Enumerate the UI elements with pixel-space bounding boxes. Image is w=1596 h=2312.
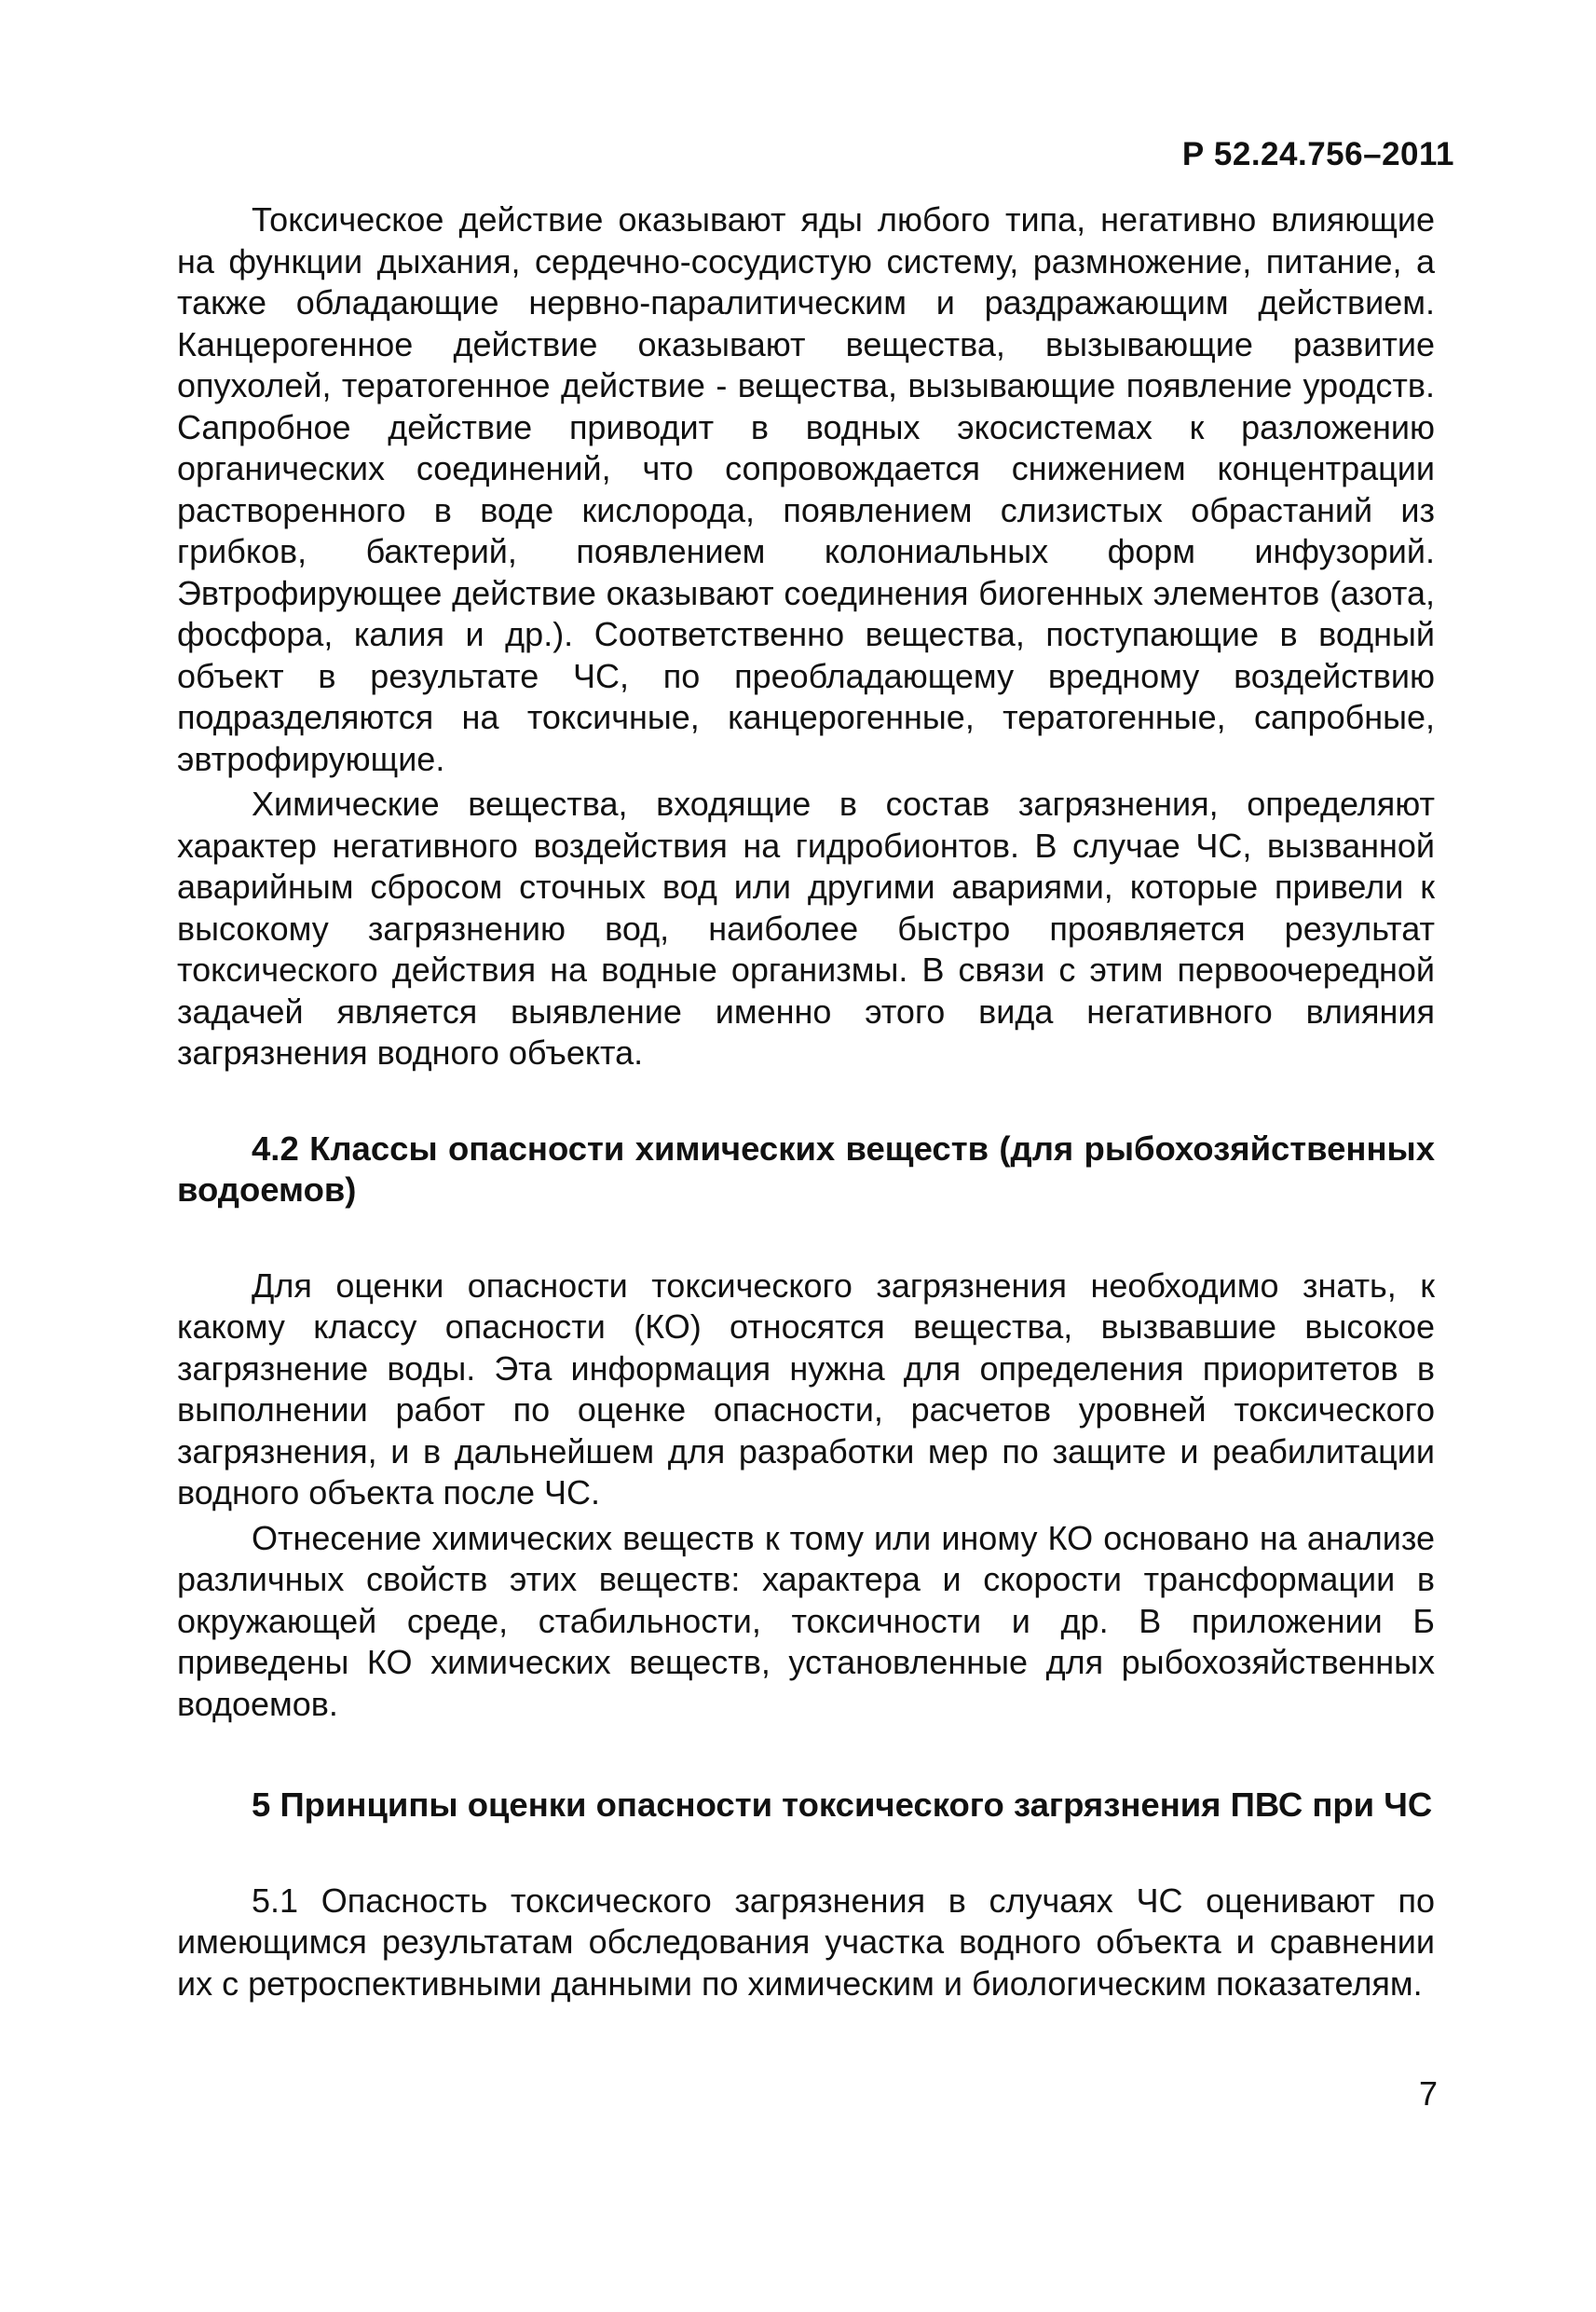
- document-code: Р 52.24.756–2011: [1181, 136, 1454, 172]
- paragraph-toxic-effects: Токсическое действие оказывают яды любого типа, негативно влияющие на функции дыхания, сердечно-сосудистую систему, размножение, питание, а также обладающие нервно-паралитическим и раздражающим действием. Канцерогенное действие оказывают вещества, вызывающие развитие опухолей, тератогенное действие - вещества, вызывающие появление уродств. Сапробное действие приводит в водных экосистемах к разложению органических соединений, что сопровождается снижением концентрации растворенного в воде кислорода, появлением слизистых обрастаний из грибков, бактерий, появлением колониальных форм инфузорий. Эвтрофирующее действие оказывают соединения биогенных элементов (азота, фосфора, калия и др.). Соответственно вещества, поступающие в водный объект в результате ЧС, по преобладающему вредному воздействию подразделяются на токсичные, канцерогенные, тератогенные, сапробные, эвтрофирующие.: [177, 200, 1435, 778]
- section-heading-5: 5 Принципы оценки опасности токсического загрязнения ПВС при ЧС: [252, 1785, 1433, 1824]
- paragraph-5-1: 5.1 Опасность токсического загрязнения в случаях ЧС оценивают по имеющимся результатам обследования участка водного объекта и сравнении их с ретроспективными данными по химическим и биологическим показателям.: [177, 1881, 1435, 2003]
- document-body: [177, 199, 1435, 2004]
- paragraph-chemical-substances: Химические вещества, входящие в состав загрязнения, определяют характер негативного воздействия на гидробионтов. В случае ЧС, вызванной аварийным сбросом сточных вод или другими авариями, которые привели к высокому загрязнению вод, наиболее быстро проявляется результат токсического действия на водные организмы. В связи с этим первоочередной задачей является выявление именно этого вида негативного влияния загрязнения водного объекта.: [177, 785, 1435, 1072]
- section-heading-4-2: 4.2 Классы опасности химических веществ (для рыбохозяйственных водоемов): [177, 1129, 1435, 1209]
- page-number: 7: [1418, 2074, 1438, 2113]
- paragraph-hazard-assessment: Для оценки опасности токсического загрязнения необходимо знать, к какому классу опасности (КО) относятся вещества, вызвавшие высокое загрязнение воды. Эта информация нужна для определения приоритетов в выполнении работ по оценке опасности, расчетов уровней токсического загрязнения, и в дальнейшем для разработки мер по защите и реабилитации водного объекта после ЧС.: [177, 1265, 1435, 1512]
- paragraph-hazard-classes: Отнесение химических веществ к тому или иному КО основано на анализе различных свойств этих веществ: характера и скорости трансформации в окружающей среде, стабильности, токсичности и др. В приложении Б приведены КО химических веществ, установленные для рыбохозяйственных водоемов.: [177, 1518, 1435, 1723]
